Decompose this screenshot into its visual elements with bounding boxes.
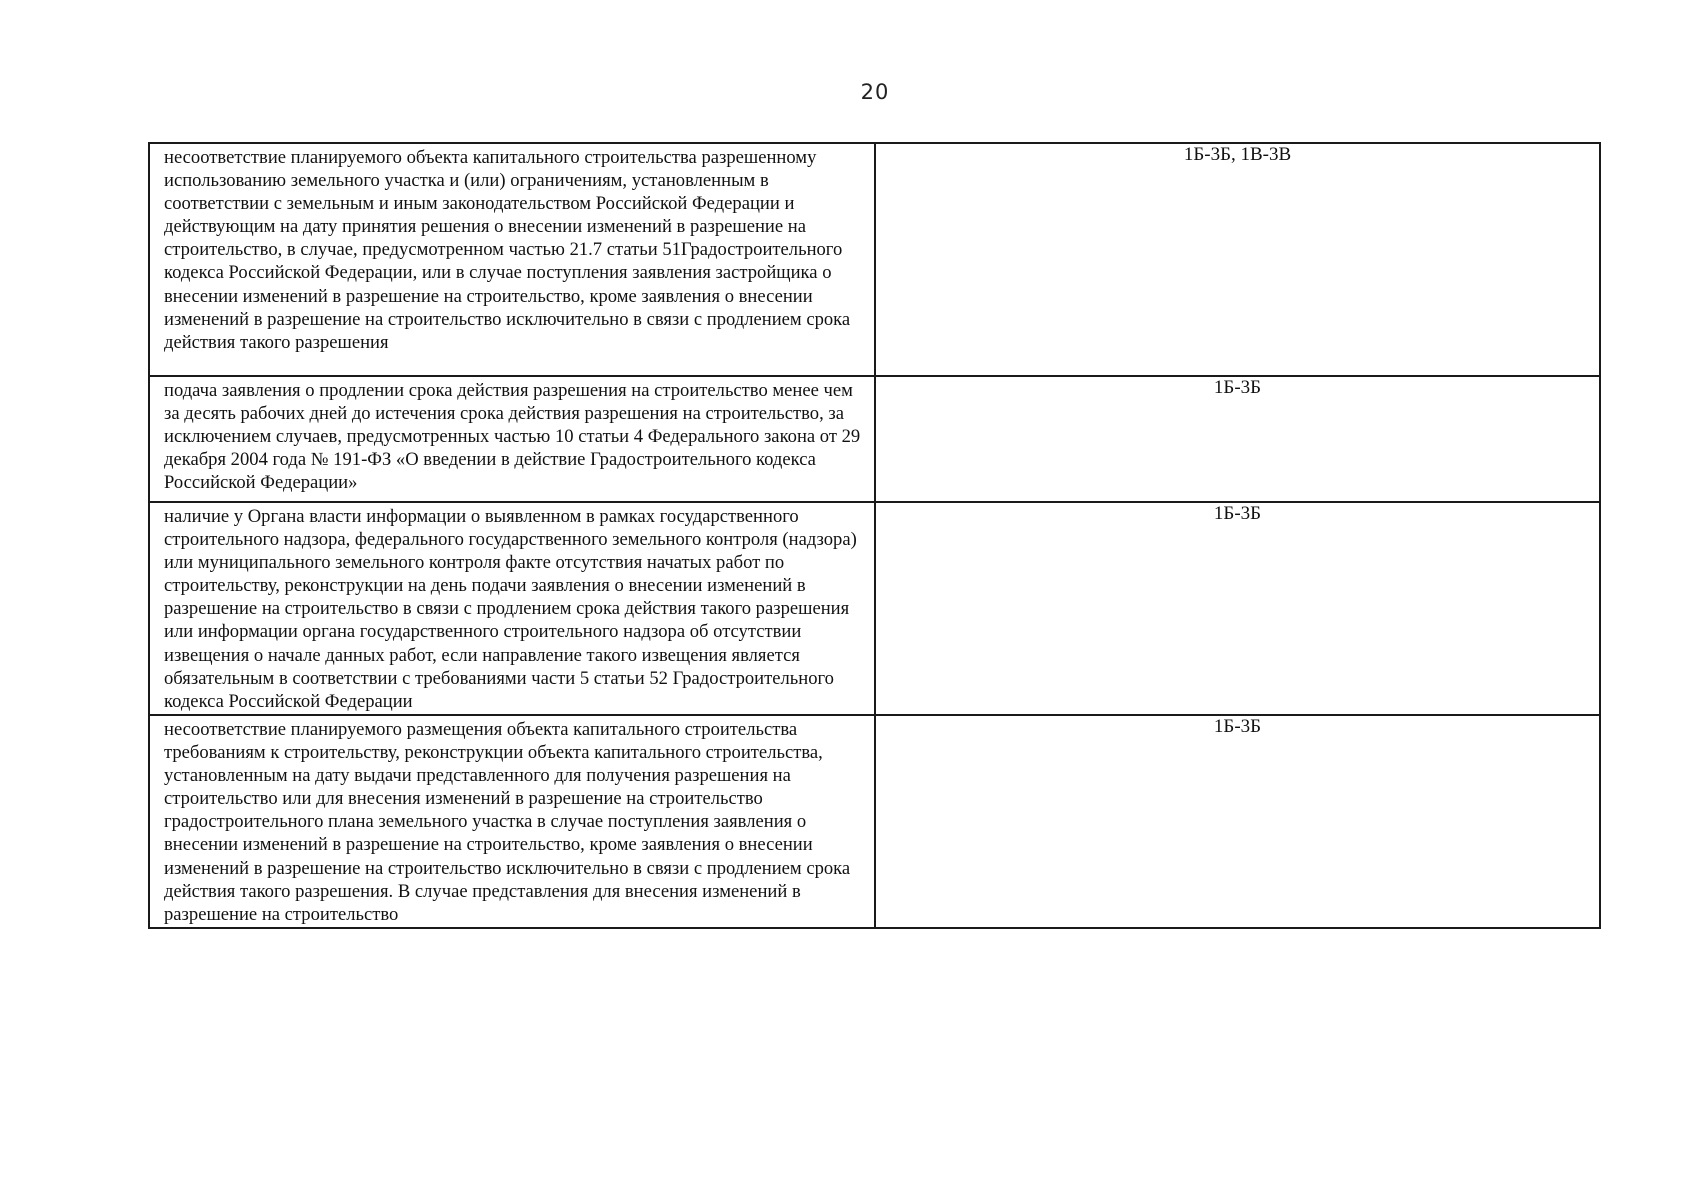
table-row — [149, 376, 1600, 502]
condition-cell — [149, 376, 875, 502]
condition-cell — [149, 143, 875, 376]
stage-code-cell: 1Б-3Б — [875, 502, 1600, 715]
stage-code-cell: 1Б-3Б — [875, 715, 1600, 928]
stage-code-cell: 1Б-3Б, 1В-3В — [875, 143, 1600, 376]
condition-cell — [149, 502, 875, 715]
condition-text: наличие у Органа власти информации о выявленном в рамках государственного строительного надзора, федерального государственного земельного контроля (надзора) или муниципального земельного контроля факте отсутствия начатых работ по строительству, реконструкции на день подачи заявления о внесении изменений в разрешение на строительство в связи с продлением срока действия такого разрешения или информации органа государственного строительного надзора об отсутствии извещения о начале данных работ, если направление такого извещения является обязательным в соответствии с требованиями части 5 статьи 52 Градостроительного кодекса Российской Федерации — [164, 506, 857, 712]
condition-text: несоответствие планируемого размещения объекта капитального строительства требованиям к строительству, реконструкции объекта капитального строительства, установленным на дату выдачи представленного для получения разрешения на строительство или для внесения изменений в разрешение на строительство градостроительного плана земельного участка в случае поступления заявления о внесении изменений в разрешение на строительство, кроме заявления о внесении изменений в разрешение на строительство исключительно в связи с продлением срока действия такого разрешения. В случае представления для внесения изменений в разрешение на строительство — [164, 719, 851, 925]
condition-text: подача заявления о продлении срока действия разрешения на строительство менее чем за десять рабочих дней до истечения срока действия разрешения на строительство, за исключением случаев, предусмотренных частью 10 статьи 4 Федерального закона от 29 декабря 2004 года № 191-ФЗ «О введении в действие Градостроительного кодекса Российской Федерации» — [164, 380, 861, 494]
page-number: 20 — [860, 80, 890, 104]
condition-cell — [149, 715, 875, 928]
table-row — [149, 502, 1600, 715]
table-row — [149, 715, 1600, 928]
condition-text: несоответствие планируемого объекта капитального строительства разрешенному использованию земельного участка и (или) ограничениям, установленным в соответствии с земельным и иным законодательством Российской Федерации и действующим на дату принятия решения о внесении изменений в разрешение на строительство, в случае, предусмотренном частью 21.7 статьи 51Градостроительного кодекса Российской Федерации, или в случае поступления заявления застройщика о внесении изменений в разрешение на строительство, кроме заявления о внесении изменений в разрешение на строительство исключительно в связи с продлением срока действия такого разрешения — [164, 147, 851, 353]
stage-code-cell: 1Б-3Б — [875, 376, 1600, 502]
conditions-table — [148, 142, 1601, 929]
table-row — [149, 143, 1600, 376]
